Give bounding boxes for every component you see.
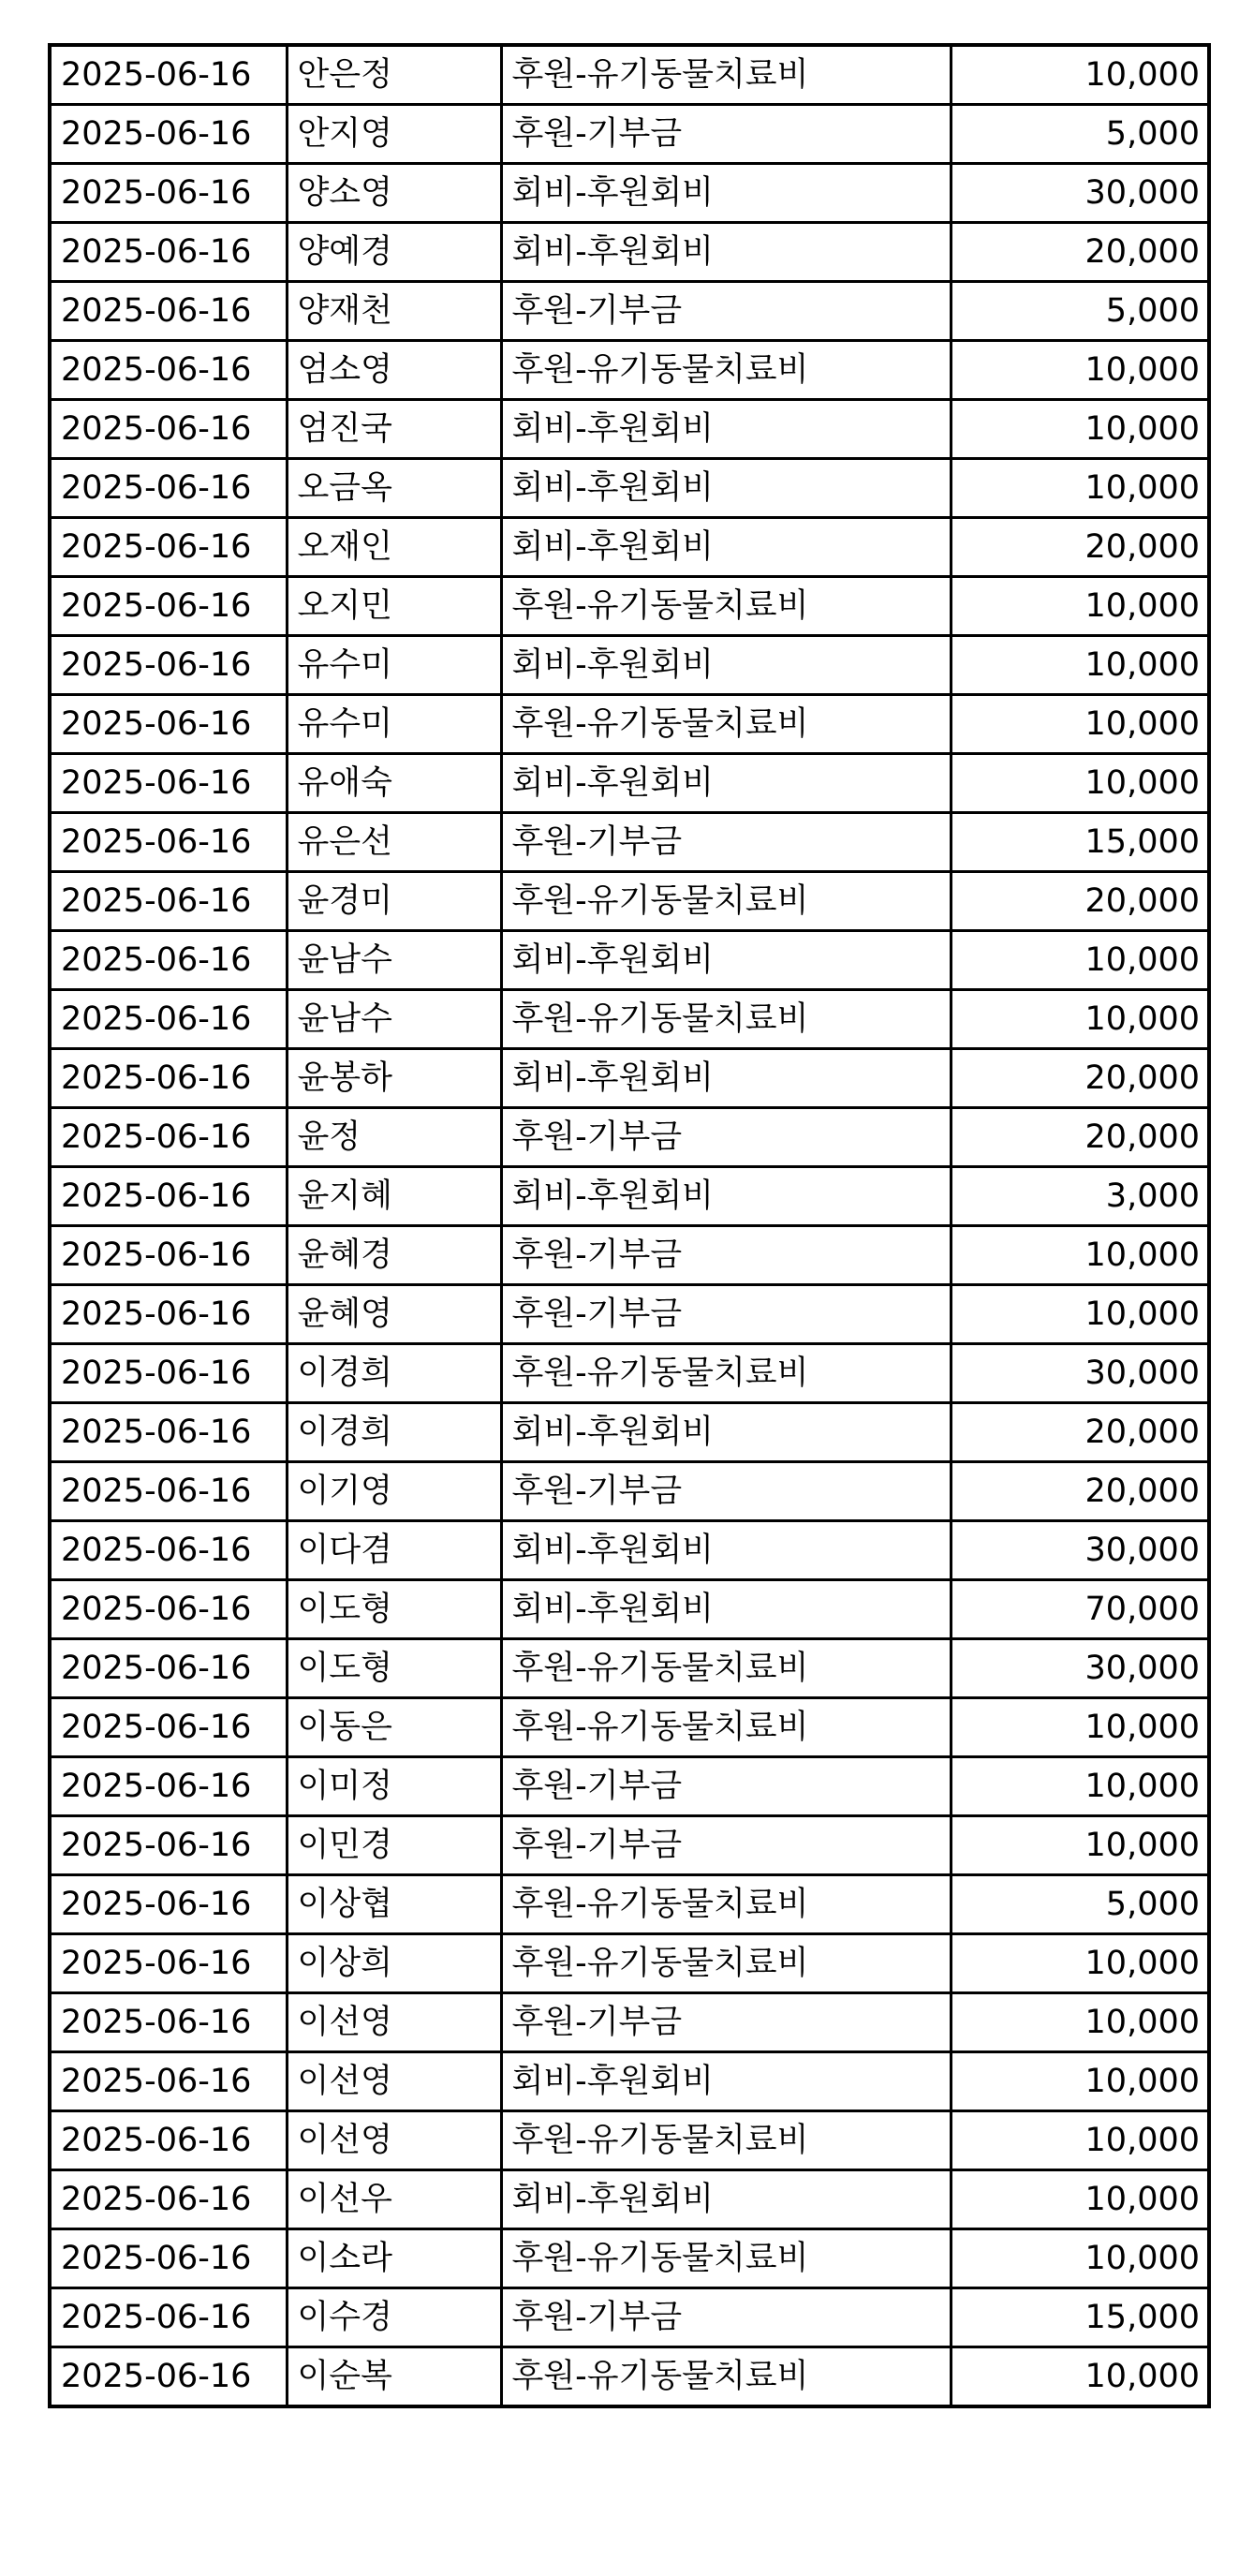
amount-cell: 10,000 [951, 2052, 1209, 2111]
amount-cell: 10,000 [951, 2347, 1209, 2407]
name-cell: 양재천 [287, 282, 501, 341]
table-row [50, 1639, 1209, 1698]
name-cell: 유수미 [287, 695, 501, 754]
category-cell: 후원-유기동물치료비 [501, 2111, 951, 2170]
amount-cell: 10,000 [951, 1934, 1209, 1993]
date-cell: 2025-06-16 [50, 1698, 287, 1757]
table-row [50, 1816, 1209, 1875]
category-cell: 회비-후원회비 [501, 1580, 951, 1639]
category-cell: 후원-기부금 [501, 2288, 951, 2347]
date-cell: 2025-06-16 [50, 1108, 287, 1167]
name-cell: 이수경 [287, 2288, 501, 2347]
category-cell: 후원-유기동물치료비 [501, 2229, 951, 2288]
name-cell: 이선영 [287, 1993, 501, 2052]
name-cell: 이미정 [287, 1757, 501, 1816]
name-cell: 오지민 [287, 577, 501, 636]
table-row [50, 1344, 1209, 1403]
category-cell: 후원-기부금 [501, 282, 951, 341]
name-cell: 이도형 [287, 1580, 501, 1639]
amount-cell: 20,000 [951, 1108, 1209, 1167]
date-cell: 2025-06-16 [50, 1344, 287, 1403]
date-cell: 2025-06-16 [50, 341, 287, 400]
category-cell: 회비-후원회비 [501, 754, 951, 813]
date-cell: 2025-06-16 [50, 2170, 287, 2229]
amount-cell: 20,000 [951, 1403, 1209, 1462]
table-row [50, 1285, 1209, 1344]
amount-cell: 10,000 [951, 695, 1209, 754]
donation-ledger-table [48, 43, 1211, 2408]
amount-cell: 10,000 [951, 459, 1209, 518]
table-row [50, 1934, 1209, 1993]
amount-cell: 10,000 [951, 636, 1209, 695]
date-cell: 2025-06-16 [50, 813, 287, 872]
amount-cell: 30,000 [951, 1521, 1209, 1580]
category-cell: 회비-후원회비 [501, 1049, 951, 1108]
date-cell: 2025-06-16 [50, 1049, 287, 1108]
date-cell: 2025-06-16 [50, 1403, 287, 1462]
table-row [50, 105, 1209, 164]
name-cell: 윤경미 [287, 872, 501, 931]
date-cell: 2025-06-16 [50, 2288, 287, 2347]
date-cell: 2025-06-16 [50, 577, 287, 636]
category-cell: 후원-유기동물치료비 [501, 577, 951, 636]
date-cell: 2025-06-16 [50, 2229, 287, 2288]
amount-cell: 20,000 [951, 1462, 1209, 1521]
table-row [50, 1108, 1209, 1167]
amount-cell: 20,000 [951, 518, 1209, 577]
name-cell: 이민경 [287, 1816, 501, 1875]
amount-cell: 20,000 [951, 1049, 1209, 1108]
amount-cell: 30,000 [951, 1639, 1209, 1698]
amount-cell: 10,000 [951, 2229, 1209, 2288]
amount-cell: 30,000 [951, 164, 1209, 223]
name-cell: 이경희 [287, 1344, 501, 1403]
date-cell: 2025-06-16 [50, 1226, 287, 1285]
category-cell: 회비-후원회비 [501, 1403, 951, 1462]
category-cell: 회비-후원회비 [501, 2170, 951, 2229]
amount-cell: 10,000 [951, 1285, 1209, 1344]
category-cell: 후원-유기동물치료비 [501, 872, 951, 931]
date-cell: 2025-06-16 [50, 45, 287, 105]
name-cell: 엄소영 [287, 341, 501, 400]
amount-cell: 20,000 [951, 872, 1209, 931]
table-row [50, 45, 1209, 105]
amount-cell: 70,000 [951, 1580, 1209, 1639]
table-row [50, 1403, 1209, 1462]
date-cell: 2025-06-16 [50, 695, 287, 754]
amount-cell: 5,000 [951, 1875, 1209, 1934]
date-cell: 2025-06-16 [50, 400, 287, 459]
date-cell: 2025-06-16 [50, 1816, 287, 1875]
table-row [50, 1698, 1209, 1757]
table-row [50, 282, 1209, 341]
category-cell: 후원-유기동물치료비 [501, 341, 951, 400]
date-cell: 2025-06-16 [50, 931, 287, 990]
name-cell: 이선영 [287, 2052, 501, 2111]
name-cell: 이상협 [287, 1875, 501, 1934]
date-cell: 2025-06-16 [50, 2347, 287, 2407]
amount-cell: 10,000 [951, 1698, 1209, 1757]
category-cell: 후원-기부금 [501, 1226, 951, 1285]
date-cell: 2025-06-16 [50, 518, 287, 577]
date-cell: 2025-06-16 [50, 990, 287, 1049]
amount-cell: 10,000 [951, 577, 1209, 636]
date-cell: 2025-06-16 [50, 1639, 287, 1698]
name-cell: 이순복 [287, 2347, 501, 2407]
date-cell: 2025-06-16 [50, 1462, 287, 1521]
table-row [50, 164, 1209, 223]
amount-cell: 15,000 [951, 2288, 1209, 2347]
amount-cell: 30,000 [951, 1344, 1209, 1403]
date-cell: 2025-06-16 [50, 164, 287, 223]
category-cell: 후원-기부금 [501, 1462, 951, 1521]
name-cell: 유은선 [287, 813, 501, 872]
category-cell: 후원-유기동물치료비 [501, 990, 951, 1049]
table-row [50, 341, 1209, 400]
ledger-body [50, 45, 1209, 2406]
date-cell: 2025-06-16 [50, 282, 287, 341]
amount-cell: 10,000 [951, 1757, 1209, 1816]
category-cell: 회비-후원회비 [501, 636, 951, 695]
amount-cell: 5,000 [951, 282, 1209, 341]
table-row [50, 518, 1209, 577]
name-cell: 오금옥 [287, 459, 501, 518]
name-cell: 이경희 [287, 1403, 501, 1462]
date-cell: 2025-06-16 [50, 1934, 287, 1993]
table-row [50, 872, 1209, 931]
category-cell: 회비-후원회비 [501, 400, 951, 459]
category-cell: 회비-후원회비 [501, 1521, 951, 1580]
name-cell: 윤정 [287, 1108, 501, 1167]
category-cell: 회비-후원회비 [501, 931, 951, 990]
name-cell: 안은정 [287, 45, 501, 105]
date-cell: 2025-06-16 [50, 1993, 287, 2052]
table-row [50, 577, 1209, 636]
category-cell: 후원-유기동물치료비 [501, 45, 951, 105]
category-cell: 후원-유기동물치료비 [501, 1639, 951, 1698]
table-row [50, 990, 1209, 1049]
category-cell: 후원-기부금 [501, 1757, 951, 1816]
category-cell: 회비-후원회비 [501, 459, 951, 518]
date-cell: 2025-06-16 [50, 636, 287, 695]
amount-cell: 15,000 [951, 813, 1209, 872]
table-row [50, 223, 1209, 282]
name-cell: 이상희 [287, 1934, 501, 1993]
category-cell: 후원-기부금 [501, 1285, 951, 1344]
category-cell: 회비-후원회비 [501, 164, 951, 223]
table-row [50, 2170, 1209, 2229]
table-row [50, 1167, 1209, 1226]
date-cell: 2025-06-16 [50, 754, 287, 813]
date-cell: 2025-06-16 [50, 1580, 287, 1639]
table-row [50, 400, 1209, 459]
table-row [50, 459, 1209, 518]
amount-cell: 10,000 [951, 754, 1209, 813]
category-cell: 후원-기부금 [501, 813, 951, 872]
table-row [50, 1521, 1209, 1580]
name-cell: 양예경 [287, 223, 501, 282]
amount-cell: 10,000 [951, 45, 1209, 105]
table-row [50, 1226, 1209, 1285]
category-cell: 회비-후원회비 [501, 223, 951, 282]
category-cell: 후원-유기동물치료비 [501, 1344, 951, 1403]
name-cell: 이다겸 [287, 1521, 501, 1580]
name-cell: 엄진국 [287, 400, 501, 459]
table-row [50, 2052, 1209, 2111]
name-cell: 윤봉하 [287, 1049, 501, 1108]
table-row [50, 1462, 1209, 1521]
date-cell: 2025-06-16 [50, 2111, 287, 2170]
table-row [50, 1757, 1209, 1816]
table-row [50, 754, 1209, 813]
amount-cell: 10,000 [951, 990, 1209, 1049]
table-row [50, 1580, 1209, 1639]
name-cell: 윤지혜 [287, 1167, 501, 1226]
name-cell: 이선영 [287, 2111, 501, 2170]
table-row [50, 695, 1209, 754]
date-cell: 2025-06-16 [50, 459, 287, 518]
table-row [50, 2347, 1209, 2407]
name-cell: 이소라 [287, 2229, 501, 2288]
table-row [50, 1049, 1209, 1108]
category-cell: 후원-기부금 [501, 1108, 951, 1167]
category-cell: 후원-기부금 [501, 1993, 951, 2052]
table-row [50, 931, 1209, 990]
amount-cell: 3,000 [951, 1167, 1209, 1226]
date-cell: 2025-06-16 [50, 1757, 287, 1816]
table-row [50, 2229, 1209, 2288]
date-cell: 2025-06-16 [50, 223, 287, 282]
table-row [50, 636, 1209, 695]
amount-cell: 10,000 [951, 1993, 1209, 2052]
name-cell: 오재인 [287, 518, 501, 577]
name-cell: 유수미 [287, 636, 501, 695]
amount-cell: 10,000 [951, 341, 1209, 400]
date-cell: 2025-06-16 [50, 1167, 287, 1226]
date-cell: 2025-06-16 [50, 1285, 287, 1344]
date-cell: 2025-06-16 [50, 1521, 287, 1580]
amount-cell: 10,000 [951, 400, 1209, 459]
category-cell: 후원-유기동물치료비 [501, 1698, 951, 1757]
name-cell: 윤남수 [287, 990, 501, 1049]
name-cell: 안지영 [287, 105, 501, 164]
amount-cell: 20,000 [951, 223, 1209, 282]
category-cell: 후원-유기동물치료비 [501, 1875, 951, 1934]
category-cell: 후원-기부금 [501, 1816, 951, 1875]
category-cell: 후원-유기동물치료비 [501, 1934, 951, 1993]
amount-cell: 10,000 [951, 1816, 1209, 1875]
name-cell: 이선우 [287, 2170, 501, 2229]
amount-cell: 10,000 [951, 2170, 1209, 2229]
date-cell: 2025-06-16 [50, 105, 287, 164]
name-cell: 양소영 [287, 164, 501, 223]
name-cell: 윤혜영 [287, 1285, 501, 1344]
category-cell: 후원-기부금 [501, 105, 951, 164]
table-row [50, 2288, 1209, 2347]
table-row [50, 813, 1209, 872]
category-cell: 회비-후원회비 [501, 518, 951, 577]
category-cell: 회비-후원회비 [501, 2052, 951, 2111]
name-cell: 윤혜경 [287, 1226, 501, 1285]
name-cell: 유애숙 [287, 754, 501, 813]
amount-cell: 10,000 [951, 2111, 1209, 2170]
name-cell: 이도형 [287, 1639, 501, 1698]
amount-cell: 10,000 [951, 931, 1209, 990]
category-cell: 후원-유기동물치료비 [501, 2347, 951, 2407]
table-row [50, 1993, 1209, 2052]
category-cell: 후원-유기동물치료비 [501, 695, 951, 754]
name-cell: 이기영 [287, 1462, 501, 1521]
table-row [50, 1875, 1209, 1934]
amount-cell: 5,000 [951, 105, 1209, 164]
table-row [50, 2111, 1209, 2170]
name-cell: 이동은 [287, 1698, 501, 1757]
category-cell: 회비-후원회비 [501, 1167, 951, 1226]
date-cell: 2025-06-16 [50, 872, 287, 931]
date-cell: 2025-06-16 [50, 2052, 287, 2111]
amount-cell: 10,000 [951, 1226, 1209, 1285]
date-cell: 2025-06-16 [50, 1875, 287, 1934]
name-cell: 윤남수 [287, 931, 501, 990]
